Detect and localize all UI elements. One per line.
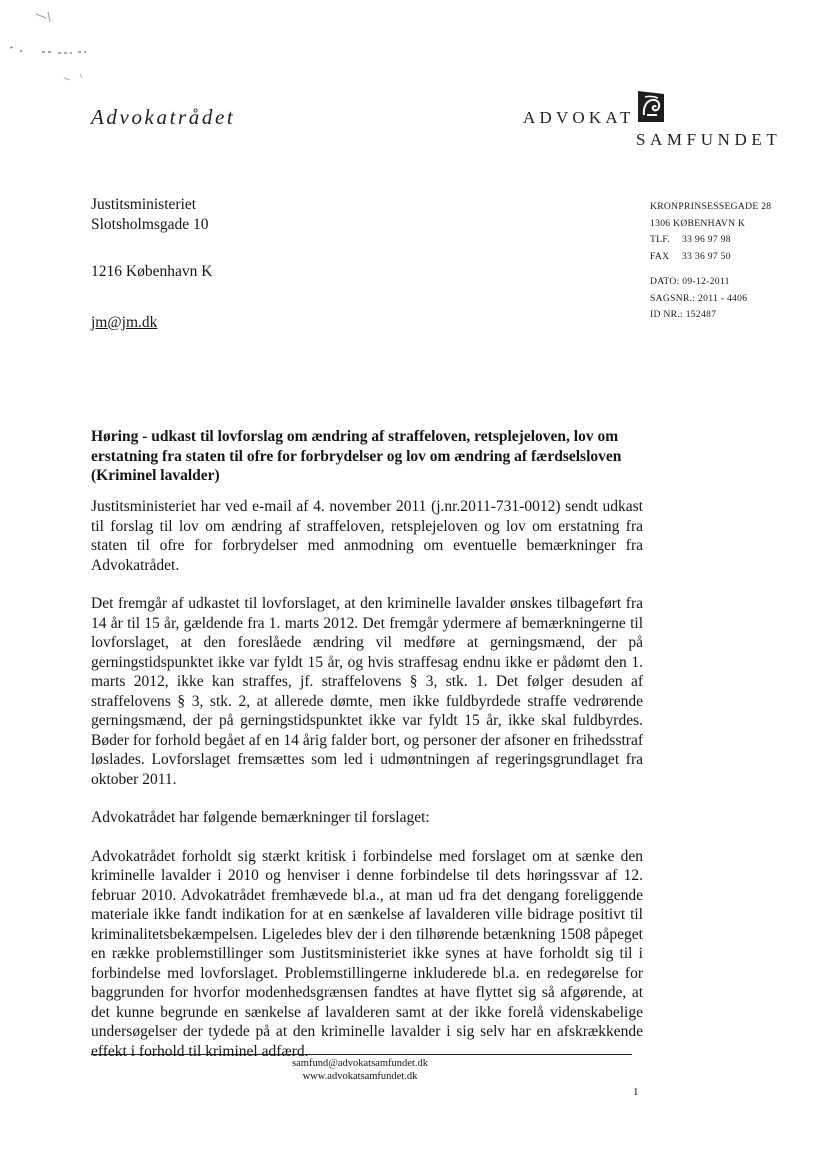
- office-details: [650, 199, 771, 324]
- recipient-name: Justitsministeriet: [91, 196, 197, 213]
- page-number: 1: [633, 1086, 639, 1098]
- letter-subject: Høring - udkast til lovforslag om ændring af straffeloven, retsplejeloven, lov om erstatning fra staten til ofre for forbrydelser og lov om ændring af færdselsloven (Kriminel lavalder): [91, 428, 622, 484]
- fax-label: FAX: [650, 250, 670, 262]
- fax-value: 33 36 97 50: [682, 250, 731, 262]
- dato: DATO: 09-12-2011: [650, 276, 730, 287]
- office-city: 1306 KØBENHAVN K: [650, 217, 746, 229]
- recipient-street: Slotsholmsgade 10: [91, 216, 209, 233]
- sagsnr: SAGSNR.: 2011 - 4406: [650, 292, 748, 304]
- recipient-email-link[interactable]: jm@jm.dk: [91, 314, 158, 331]
- paragraph-intro: Justitsministeriet har ved e-mail af 4. november 2011 (j.nr.2011-731-0012) sendt udkast til forslag til lov om ændring af straffeloven, retsplejeloven og lov om erstatning fra staten til ofre for forbrydelser med anmodning om eventuelle bemærkninger fra Advokatrådet.: [91, 498, 643, 574]
- id-nr: ID NR.: 152487: [650, 309, 717, 320]
- advokatraadet-heading: Advokatrådet: [91, 105, 236, 129]
- footer-email-link[interactable]: samfund@advokatsamfundet.dk: [292, 1058, 428, 1069]
- paragraph-remarks: Advokatrådet forholdt sig stærkt kritisk i forbindelse med forslaget om at sænke den kriminelle lavalder i 2010 og henviser i denne forbindelse til dets høringssvar af 12. februar 2010. Advokatrådet fremhævede bl.a., at man ud fra det dengang foreliggende materiale ikke fandt indikation for at en sænkelse af lavalderen ville bidrage positivt til kriminalitetsbekæmpelsen. Ligeledes blev der i den tilhørende betænkning 1508 påpeget en række problemstillinger som Justitsministeriet ikke synes at have forholdt sig til i forbindelse med lovforslaget. Problemstillingerne inkluderede bl.a. en redegørelse for baggrunden for hvorfor modenhedsgrænsen fandtes at have flyttet sig så afgørende, at det kunne begrunde en sænkelse af lavalderen samt at der ikke forelå videnskabelige undersøgelser der tydede på at den kriminelle lavalder i sig selv har en afskrækkende effekt i forhold til kriminel adfærd.: [91, 847, 643, 1060]
- footer: [200, 1057, 520, 1083]
- recipient-city: 1216 København K: [91, 263, 213, 280]
- logo-word-samfundet: SAMFUNDET: [636, 130, 782, 149]
- footer-web-link[interactable]: www.advokatsamfundet.dk: [302, 1071, 418, 1082]
- office-street: KRONPRINSESSEGADE 28: [650, 201, 772, 212]
- advokatsamfundet-emblem-icon: [637, 89, 665, 123]
- scan-artifact: [6, 8, 116, 88]
- paragraph-remarks-intro: Advokatrådet har følgende bemærkninger til forslaget:: [91, 809, 430, 826]
- logo-word-advokat: ADVOKAT: [523, 108, 635, 127]
- tlf-value: 33 96 97 98: [682, 234, 731, 245]
- paragraph-background: Det fremgår af udkastet til lovforslaget, at den kriminelle lavalder ønskes tilbageført fra 14 år til 15 år, gældende fra 1. marts 2012. Det fremgår ydermere af bemærkningerne til lovforslaget, at den foreslåede ændring vil medføre at gerningsmænd, der på gerningstidspunktet ikke var fyldt 15 år, og hvis straffesag endnu ikke er pådømt den 1. marts 2012, ikke kan straffes, jf. straffelovens § 3, stk. 1. Det følger desuden af straffelovens § 3, stk. 2, at allerede dømte, men ikke fuldbyrdede straffe vedrørende gerningsmænd, der på gerningstidspunktet ikke var fyldt 15 år, ikke skal fuldbyrdes. Bøder for forhold begået af en 14 årig falder bort, og personer der afsoner en frihedsstraf løslades. Lovforslaget fremsættes som led i udmøntningen af regeringsgrundlaget fra oktober 2011.: [91, 595, 643, 788]
- recipient-address: [91, 195, 212, 333]
- letter-body: [91, 497, 643, 1080]
- footer-divider: [91, 1054, 632, 1055]
- tlf-label: TLF.: [650, 234, 670, 245]
